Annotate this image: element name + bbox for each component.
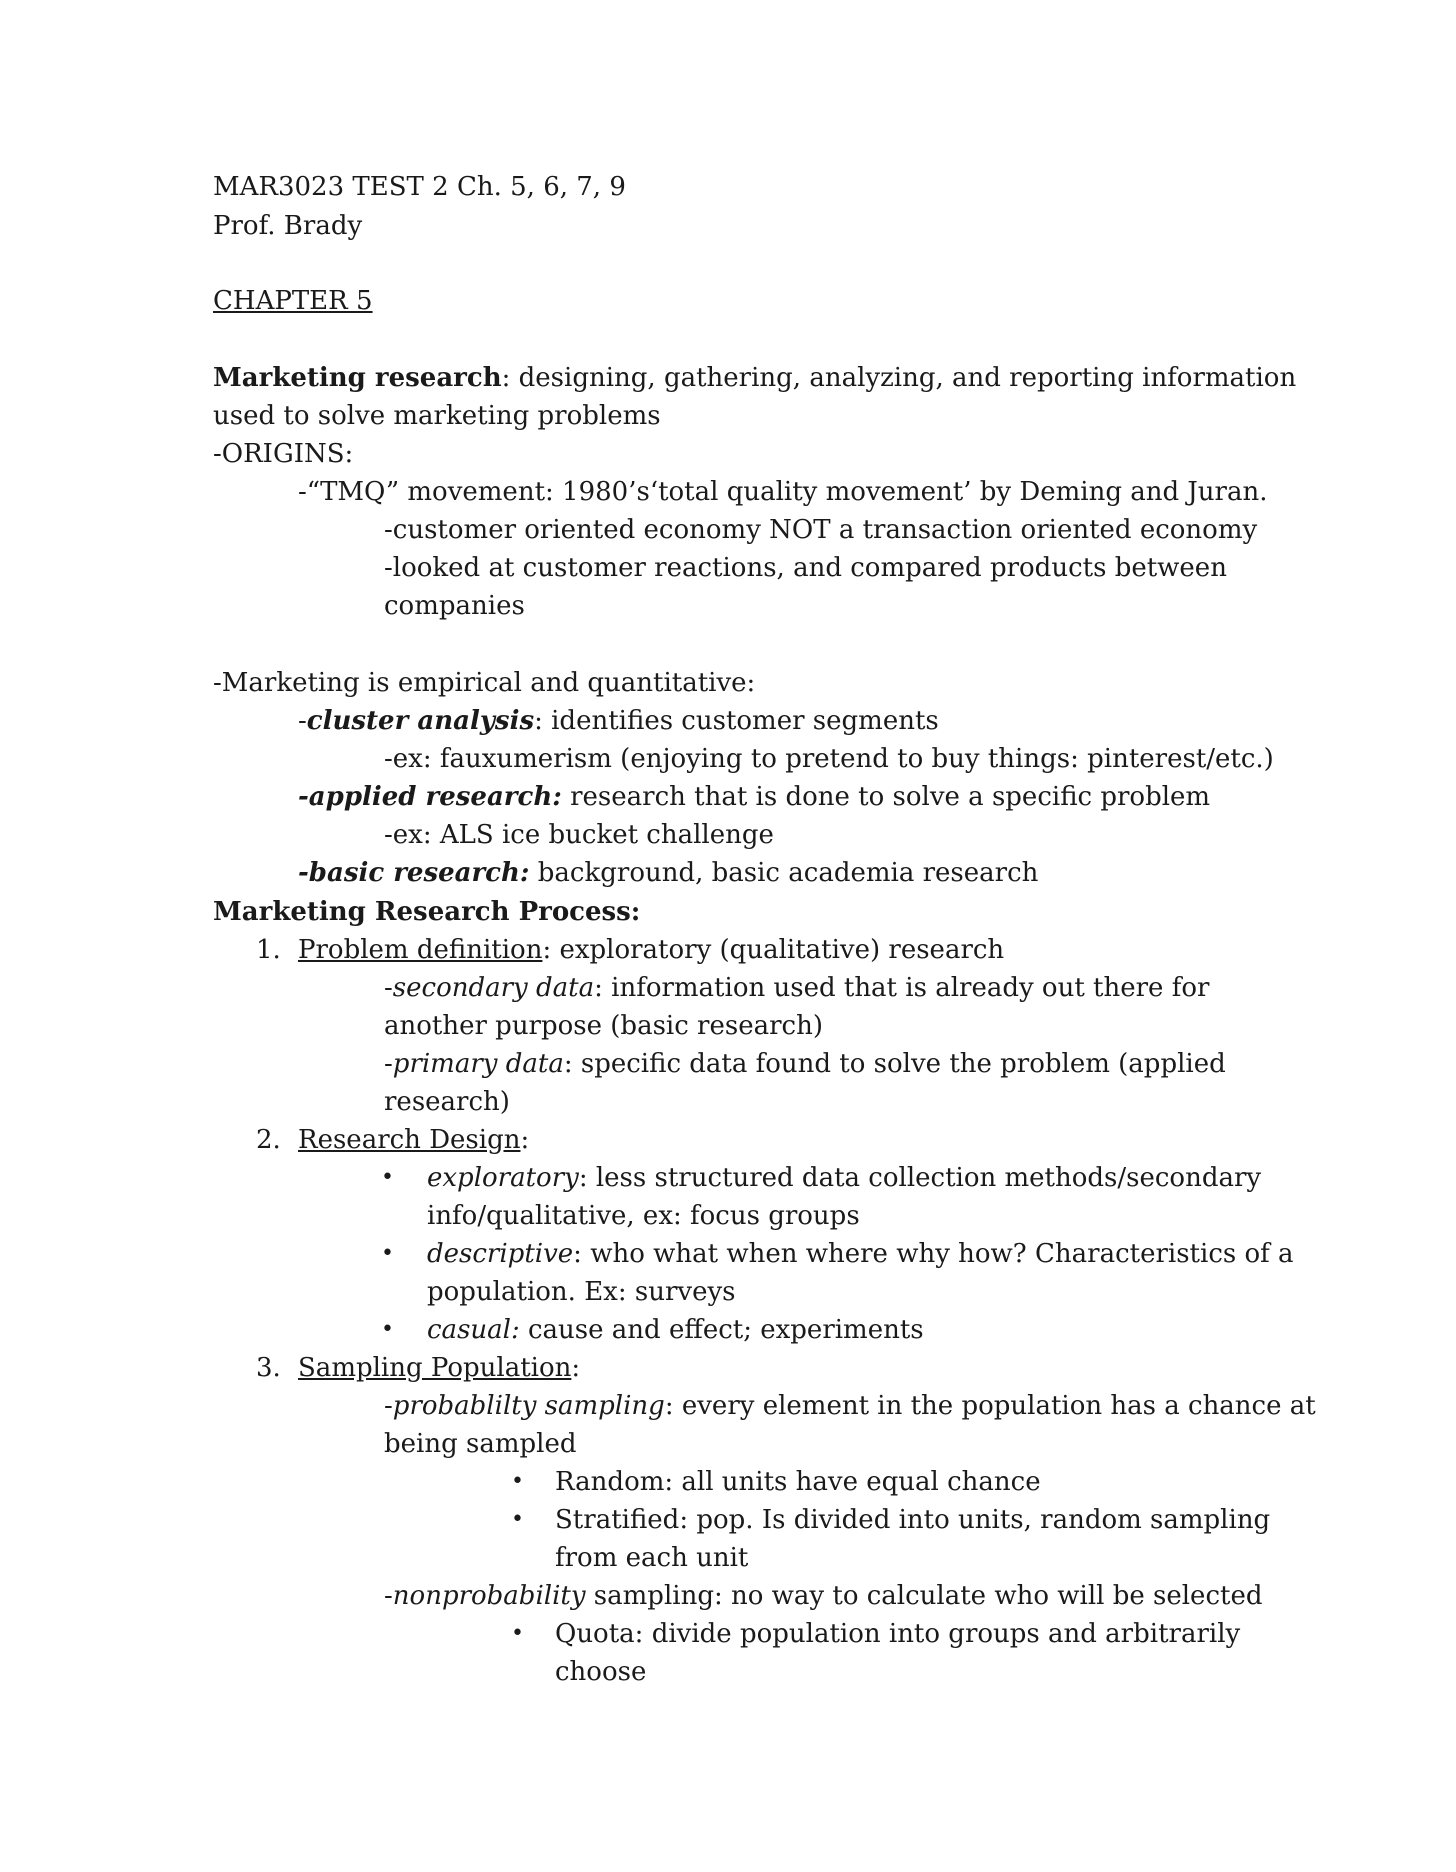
probability-sampling	[384, 1387, 1316, 1425]
casual-def: cause and effect; experiments	[519, 1315, 924, 1345]
bullet-icon: •	[511, 1469, 524, 1494]
descriptive-def-2: population. Ex: surveys	[427, 1277, 736, 1307]
basic-research	[298, 854, 1038, 892]
stratified-sampling-2: from each unit	[555, 1543, 749, 1573]
prob-dash: -	[384, 1391, 393, 1421]
primary-term: primary data	[392, 1049, 564, 1079]
random-sampling: Random: all units have equal chance	[555, 1467, 1041, 1497]
secondary-data	[384, 969, 1209, 1007]
applied-research	[298, 778, 1210, 816]
marketing-research-term: Marketing research	[213, 363, 502, 393]
empirical-intro: -Marketing is empirical and quantitative:	[213, 668, 756, 698]
step-3-heading	[298, 1349, 580, 1387]
cluster-example: -ex: fauxumerism (enjoying to pretend to buy things: pinterest/etc.)	[384, 744, 1274, 774]
primary-def-1: : specific data found to solve the problem (applied	[563, 1049, 1226, 1079]
stratified-sampling-1: Stratified: pop. Is divided into units, random sampling	[555, 1505, 1271, 1535]
prob-def-1: : every element in the population has a chance at	[664, 1391, 1316, 1421]
course-title: MAR3023 TEST 2 Ch. 5, 6, 7, 9	[213, 172, 626, 202]
exploratory-term: exploratory	[427, 1163, 579, 1193]
step-3-title: Sampling Population	[298, 1353, 572, 1383]
step-1-heading	[298, 931, 1004, 969]
marketing-research-def-1: : designing, gathering, analyzing, and reporting information	[501, 363, 1297, 393]
exploratory-def-1: : less structured data collection methods/secondary	[578, 1163, 1262, 1193]
tmq-sub-2a: -looked at customer reactions, and compared products between	[384, 553, 1227, 583]
exploratory-def-2: info/qualitative, ex: focus groups	[427, 1201, 860, 1231]
process-heading: Marketing Research Process:	[213, 897, 641, 927]
secondary-def-1: : information used that is already out there for	[594, 973, 1210, 1003]
exploratory-design	[427, 1159, 1261, 1197]
bullet-icon: •	[381, 1165, 394, 1190]
bullet-icon: •	[511, 1507, 524, 1532]
tmq-movement: -“TMQ” movement: 1980’s‘total quality movement’ by Deming and Juran.	[298, 477, 1268, 507]
cluster-def: : identifies customer segments	[534, 706, 939, 736]
step-3-rest: :	[571, 1353, 581, 1383]
step-1-title: Problem definition	[298, 935, 543, 965]
secondary-def-2: another purpose (basic research)	[384, 1011, 823, 1041]
nonprob-def: sampling: no way to calculate who will be selected	[585, 1581, 1263, 1611]
step-2-rest: :	[520, 1125, 530, 1155]
prob-term: probablilty sampling	[392, 1391, 665, 1421]
cluster-term: cluster analysis	[306, 706, 535, 736]
nonprobability-sampling	[384, 1577, 1263, 1615]
nonprob-term: nonprobability	[392, 1581, 586, 1611]
cluster-dash: -	[298, 706, 307, 736]
primary-def-2: research)	[384, 1087, 510, 1117]
quota-sampling-1: Quota: divide population into groups and arbitrarily	[555, 1619, 1241, 1649]
step-2-number: 2.	[256, 1125, 281, 1155]
chapter-heading: CHAPTER 5	[213, 286, 373, 316]
bullet-icon: •	[381, 1317, 394, 1342]
applied-example: -ex: ALS ice bucket challenge	[384, 820, 774, 850]
step-2-heading	[298, 1121, 529, 1159]
cluster-analysis	[298, 702, 939, 740]
descriptive-def-1: : who what when where why how? Characteristics of a	[573, 1239, 1294, 1269]
basic-def: background, basic academia research	[529, 858, 1039, 888]
step-1-rest: : exploratory (qualitative) research	[542, 935, 1005, 965]
nonprob-dash: -	[384, 1581, 393, 1611]
origins-label: -ORIGINS:	[213, 439, 354, 469]
marketing-research-definition	[213, 359, 1296, 397]
step-2-title: Research Design	[298, 1125, 521, 1155]
quota-sampling-2: choose	[555, 1657, 647, 1687]
bullet-icon: •	[381, 1241, 394, 1266]
basic-term: -basic research:	[298, 858, 530, 888]
secondary-dash: -	[384, 973, 393, 1003]
descriptive-term: descriptive	[427, 1239, 574, 1269]
primary-data	[384, 1045, 1226, 1083]
bullet-icon: •	[511, 1621, 524, 1646]
prob-def-2: being sampled	[384, 1429, 577, 1459]
step-3-number: 3.	[256, 1353, 281, 1383]
applied-def: research that is done to solve a specific problem	[561, 782, 1211, 812]
descriptive-design	[427, 1235, 1294, 1273]
applied-term: -applied research:	[298, 782, 562, 812]
marketing-research-def-2: used to solve marketing problems	[213, 401, 661, 431]
tmq-sub-2b: companies	[384, 591, 525, 621]
casual-design	[427, 1311, 924, 1349]
step-1-number: 1.	[256, 935, 281, 965]
secondary-term: secondary data	[392, 973, 595, 1003]
professor-name: Prof. Brady	[213, 211, 363, 241]
primary-dash: -	[384, 1049, 393, 1079]
casual-term: casual:	[427, 1315, 520, 1345]
tmq-sub-1: -customer oriented economy NOT a transaction oriented economy	[384, 515, 1258, 545]
